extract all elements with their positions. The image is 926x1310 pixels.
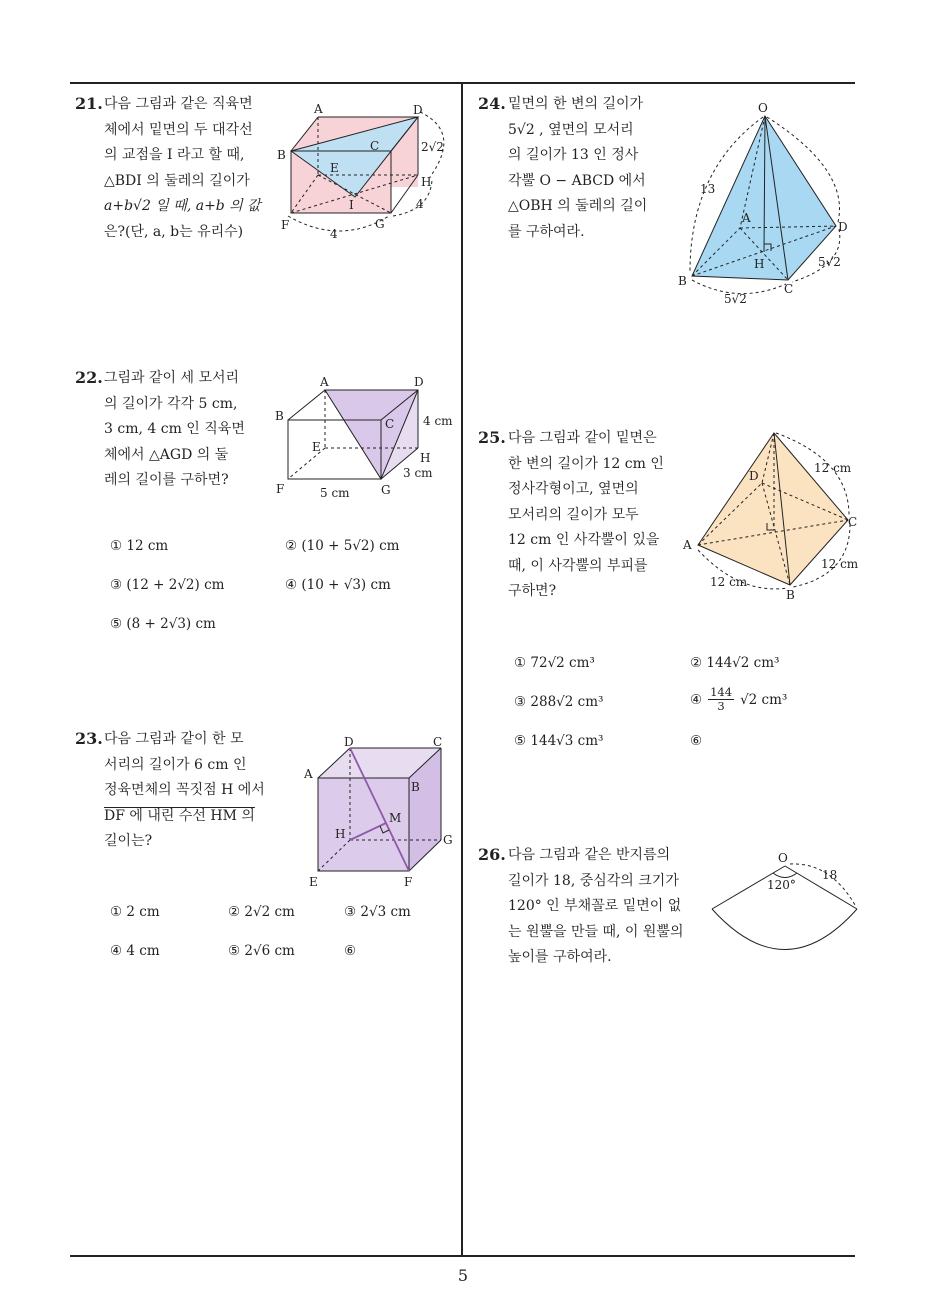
q23-label-m: M: [389, 811, 402, 825]
q25-line: 모서리의 길이가 모두: [508, 506, 639, 523]
q23-option-4[interactable]: ④ 4 cm: [110, 943, 160, 959]
q26-line: 높이를 구하여라.: [508, 949, 612, 965]
q21-line: 다음 그림과 같은 직육면: [104, 96, 253, 112]
q25-line: 다음 그림과 같이 밑면은: [508, 430, 657, 446]
question-21-text: [104, 92, 264, 245]
q25-option-4-marker: ④: [690, 691, 703, 708]
q24-line: 각뿔 O − ABCD 에서: [508, 172, 646, 189]
q23-line: 다음 그림과 같이 한 모: [104, 731, 244, 747]
q25-line: 구하면?: [508, 583, 557, 599]
q25-option-3[interactable]: ③ 288√2 cm³: [514, 694, 604, 710]
question-22-number: 22.: [75, 368, 103, 387]
q21-label-i: I: [349, 198, 354, 212]
q23-label-f: F: [404, 875, 413, 889]
q25-line: 때, 이 사각뿔의 부피를: [508, 557, 648, 574]
question-24-text: [508, 92, 668, 245]
q22-label-e: E: [312, 440, 321, 454]
q26-line: 길이가 18, 중심각의 크기가: [508, 872, 679, 889]
q22-label-c: C: [385, 417, 395, 431]
q22-line: 의 길이가 각각 5 cm,: [104, 395, 238, 412]
q26-angle-label: 120°: [767, 878, 796, 892]
q22-line: 레의 길이를 구하면?: [104, 472, 229, 488]
q25-option-4-fraction: [708, 686, 734, 713]
q23-option-1[interactable]: ① 2 cm: [110, 904, 160, 920]
q22-option-2[interactable]: ② (10 + 5√2) cm: [285, 538, 400, 554]
question-22-text: [104, 366, 254, 494]
q23-label-g: G: [443, 833, 453, 847]
q21-label-h: H: [421, 175, 432, 189]
q24-label-d: D: [838, 220, 848, 234]
q21-line: 의 교점을 I 라고 할 때,: [104, 147, 245, 163]
q25-line: 정사각형이고, 옆면의: [508, 481, 639, 497]
q21-label-e: E: [330, 161, 339, 175]
q22-line: 체에서 △AGD 의 둘: [104, 446, 229, 463]
q23-label-e: E: [309, 875, 318, 889]
page-number: 5: [457, 1266, 469, 1285]
q24-base-right-label: 5√2: [818, 255, 841, 269]
q22-label-g: G: [381, 483, 391, 497]
q23-cube-figure: [300, 730, 460, 890]
question-23-number: 23.: [75, 729, 103, 748]
q22-line: 3 cm, 4 cm 인 직육면: [104, 421, 245, 437]
q21-line: 은?(단, a, b는 유리수): [104, 223, 244, 240]
q23-label-d: D: [344, 735, 354, 749]
q22-label-f: F: [276, 482, 285, 496]
q24-line: 의 길이가 13 인 정사: [508, 147, 639, 163]
q25-label-d: D: [749, 469, 759, 483]
q22-label-d: D: [414, 375, 424, 389]
q21-line: △BDI 의 둘레의 길이가: [104, 172, 250, 189]
q25-label-c: C: [848, 515, 858, 529]
q22-option-1[interactable]: ① 12 cm: [110, 538, 169, 554]
q23-line: 서리의 길이가 6 cm 인: [104, 756, 247, 773]
q22-depth-label: 3 cm: [403, 466, 433, 480]
q21-edge-dh: 2√2: [421, 140, 444, 154]
q23-label-b: B: [411, 780, 420, 794]
q23-label-c: C: [433, 735, 443, 749]
q23-option-3[interactable]: ③ 2√3 cm: [344, 904, 411, 920]
q22-width-label: 5 cm: [320, 486, 350, 500]
q24-base-bottom-label: 5√2: [724, 292, 747, 306]
q21-cuboid-figure: [272, 98, 460, 243]
q21-line: a+b√2 일 때, a+b 의 값: [104, 198, 261, 214]
question-26-number: 26.: [478, 845, 506, 864]
q21-label-c: C: [370, 139, 380, 153]
q26-radius-label: 18: [822, 868, 838, 882]
q22-cuboid-figure: [272, 372, 460, 502]
q25-option-5[interactable]: ⑤ 144√3 cm³: [514, 733, 604, 749]
question-25-number: 25.: [478, 428, 506, 447]
q25-label-b: B: [786, 588, 795, 602]
q25-label-a: A: [683, 538, 692, 552]
q23-option-6[interactable]: ⑥: [344, 943, 357, 959]
q22-option-5[interactable]: ⑤ (8 + 2√3) cm: [110, 616, 216, 632]
q22-height-label: 4 cm: [423, 414, 453, 428]
bottom-rule: [70, 1255, 855, 1257]
q22-label-a: A: [320, 375, 329, 389]
q21-edge-gh: 4: [416, 197, 424, 211]
q25-option-1[interactable]: ① 72√2 cm³: [514, 655, 595, 671]
q21-label-g: G: [375, 217, 385, 231]
q22-option-3[interactable]: ③ (12 + 2√2) cm: [110, 577, 225, 593]
q23-line: DF 에 내린 수선 HM 의: [104, 807, 255, 824]
q21-line: 체에서 밑면의 두 대각선: [104, 121, 253, 138]
q21-label-b: B: [277, 148, 286, 162]
q24-line: 를 구하여라.: [508, 223, 585, 240]
question-25-text: [508, 426, 668, 605]
q26-label-o: O: [778, 851, 788, 865]
q24-label-h: H: [754, 257, 765, 271]
q25-option-6[interactable]: ⑥: [690, 733, 703, 749]
q24-line: △OBH 의 둘레의 길이: [508, 198, 648, 214]
question-26-text: [508, 843, 702, 971]
q23-label-h: H: [335, 827, 346, 841]
q25-bottom-edge-label: 12 cm: [710, 575, 748, 589]
q23-label-a: A: [304, 767, 313, 781]
q24-line: 5√2 , 옆면의 모서리: [508, 121, 634, 138]
question-23-text: [104, 727, 290, 855]
q23-option-2[interactable]: ② 2√2 cm: [228, 904, 295, 920]
q22-label-h: H: [420, 451, 431, 465]
column-divider: [461, 82, 463, 1256]
q25-line: 한 변의 길이가 12 cm 인: [508, 455, 664, 472]
q23-line: 정육면체의 꼭짓점 H 에서: [104, 782, 265, 798]
q25-option-4-denominator: 3: [717, 699, 725, 713]
q25-option-2[interactable]: ② 144√2 cm³: [690, 655, 780, 671]
q21-label-d: D: [413, 103, 423, 117]
q25-option-4-rest: √2 cm³: [740, 691, 788, 708]
q25-right-edge-label: 12 cm: [821, 557, 858, 571]
q25-top-edge-label: 12 cm: [814, 461, 852, 475]
q26-sector-figure: [704, 845, 859, 957]
q26-line: 다음 그림과 같은 반지름의: [508, 847, 671, 863]
question-21-number: 21.: [75, 94, 103, 113]
q25-option-4-numerator: 144: [710, 685, 733, 699]
q21-edge-fg: 4: [330, 227, 338, 241]
question-24-number: 24.: [478, 94, 506, 113]
q22-label-b: B: [275, 409, 284, 423]
q22-line: 그림과 같이 세 모서리: [104, 370, 240, 386]
q25-pyramid-figure: [678, 425, 858, 605]
q26-line: 120° 인 부채꼴로 밑면이 없: [508, 898, 682, 914]
q21-label-a: A: [314, 102, 323, 116]
q21-label-f: F: [281, 218, 290, 232]
q23-line: 길이는?: [104, 833, 153, 849]
q24-label-b: B: [678, 274, 687, 288]
q24-edge-label: 13: [700, 182, 716, 196]
q24-label-o: O: [758, 101, 768, 115]
q23-option-5[interactable]: ⑤ 2√6 cm: [228, 943, 295, 959]
q24-pyramid-figure: [672, 96, 858, 310]
q25-line: 12 cm 인 사각뿔이 있을: [508, 532, 660, 548]
q25-option-4[interactable]: [690, 686, 787, 713]
q26-line: 는 원뿔을 만들 때, 이 원뿔의: [508, 923, 684, 940]
q22-option-4[interactable]: ④ (10 + √3) cm: [285, 577, 391, 593]
q24-label-a: A: [742, 211, 751, 225]
q24-line: 밑면의 한 변의 길이가: [508, 96, 644, 112]
q24-label-c: C: [784, 282, 794, 296]
top-rule: [70, 82, 855, 84]
